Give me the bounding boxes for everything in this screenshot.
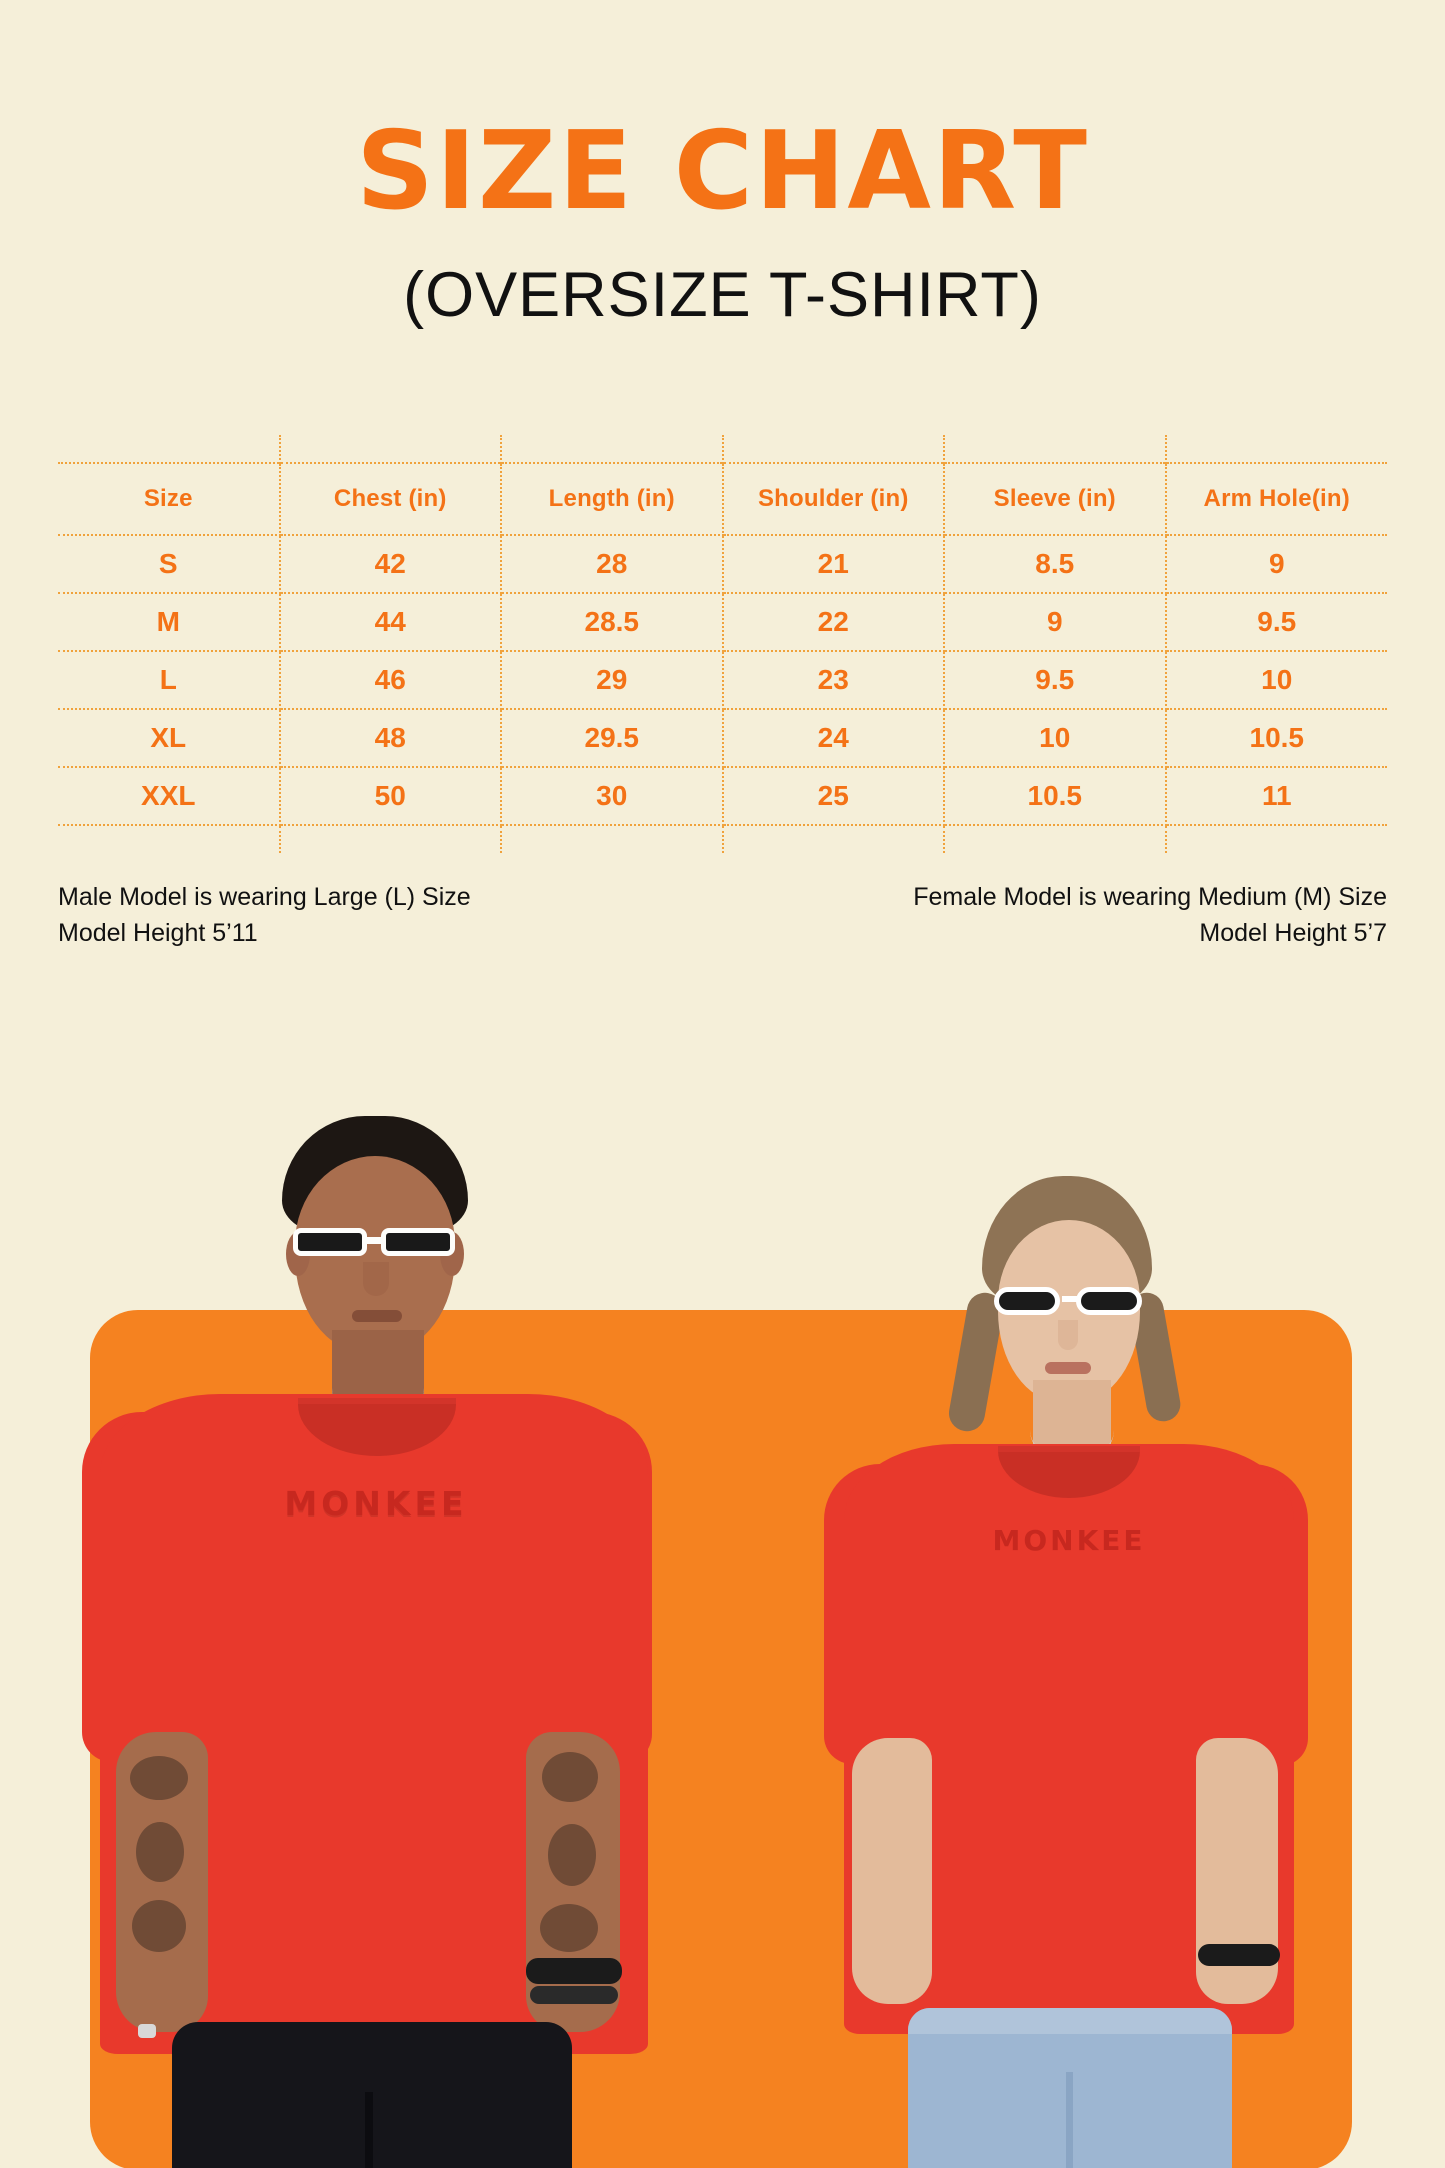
- cell-sleeve: 9.5: [944, 651, 1166, 709]
- table-header-row: [58, 463, 1387, 535]
- cell-sleeve: 10: [944, 709, 1166, 767]
- cell-shoulder: 23: [723, 651, 945, 709]
- male-wrist-bracelet: [526, 1958, 622, 1984]
- page-title: SIZE CHART: [356, 109, 1089, 234]
- size-table-body: [58, 535, 1387, 853]
- male-mouth: [352, 1310, 402, 1322]
- cell-arm-hole: 9: [1166, 535, 1388, 593]
- sunglasses-icon: [994, 1284, 1146, 1318]
- cell-arm-hole: 9.5: [1166, 593, 1388, 651]
- cell-sleeve: 8.5: [944, 535, 1166, 593]
- male-model-caption: [58, 879, 471, 952]
- table-spacer-row-top: [58, 435, 1387, 463]
- column-header-size: Size: [58, 463, 280, 535]
- male-chest-print: MONKEE: [284, 1484, 468, 1523]
- cell-chest: 44: [280, 593, 502, 651]
- cell-length: 28: [501, 535, 723, 593]
- cell-shoulder: 21: [723, 535, 945, 593]
- size-table-head: [58, 435, 1387, 535]
- female-model-photo: [790, 1172, 1310, 2168]
- cell-arm-hole: 10: [1166, 651, 1388, 709]
- cell-size: XXL: [58, 767, 280, 825]
- cell-shoulder: 22: [723, 593, 945, 651]
- male-arm-left: [116, 1732, 208, 2032]
- cell-shoulder: 25: [723, 767, 945, 825]
- female-caption-line-1: Female Model is wearing Medium (M) Size: [913, 883, 1387, 911]
- male-pants-seam: [365, 2092, 373, 2168]
- cell-size: XL: [58, 709, 280, 767]
- female-model-caption: [913, 879, 1387, 952]
- table-row: [58, 709, 1387, 767]
- column-header-sleeve: Sleeve (in): [944, 463, 1166, 535]
- size-table: [58, 435, 1387, 853]
- cell-length: 29: [501, 651, 723, 709]
- female-chest-print: MONKEE: [992, 1524, 1146, 1557]
- cell-sleeve: 9: [944, 593, 1166, 651]
- model-photo-area: [0, 1112, 1445, 2168]
- table-spacer-row-bottom: [58, 825, 1387, 853]
- female-jeans-waistband: [908, 2008, 1232, 2034]
- male-nose: [363, 1262, 389, 1296]
- female-caption-line-2: Model Height 5’7: [1199, 919, 1387, 948]
- cell-length: 28.5: [501, 593, 723, 651]
- page-subtitle: (OVERSIZE T-SHIRT): [403, 260, 1042, 330]
- female-nose: [1058, 1320, 1078, 1350]
- column-header-arm-hole: Arm Hole(in): [1166, 463, 1388, 535]
- cell-chest: 50: [280, 767, 502, 825]
- size-table-wrapper: [58, 435, 1387, 853]
- column-header-chest: Chest (in): [280, 463, 502, 535]
- cell-chest: 46: [280, 651, 502, 709]
- male-ring: [138, 2024, 156, 2038]
- sunglasses-icon: [291, 1224, 461, 1258]
- female-mouth: [1045, 1362, 1091, 1374]
- cell-length: 29.5: [501, 709, 723, 767]
- table-row: [58, 767, 1387, 825]
- male-wrist-bracelet-second: [530, 1986, 618, 2004]
- male-caption-line-2: Model Height 5’11: [58, 919, 258, 948]
- cell-shoulder: 24: [723, 709, 945, 767]
- cell-sleeve: 10.5: [944, 767, 1166, 825]
- female-jeans-seam: [1066, 2072, 1073, 2168]
- cell-size: S: [58, 535, 280, 593]
- male-caption-line-1: Male Model is wearing Large (L) Size: [58, 883, 471, 911]
- table-row: [58, 535, 1387, 593]
- cell-arm-hole: 11: [1166, 767, 1388, 825]
- cell-arm-hole: 10.5: [1166, 709, 1388, 767]
- male-model-photo: [60, 1112, 620, 2168]
- column-header-length: Length (in): [501, 463, 723, 535]
- female-arm-left: [852, 1738, 932, 2004]
- model-captions: [58, 879, 1387, 952]
- cell-size: L: [58, 651, 280, 709]
- cell-chest: 42: [280, 535, 502, 593]
- female-wrist-bracelet: [1198, 1944, 1280, 1966]
- table-row: [58, 593, 1387, 651]
- cell-length: 30: [501, 767, 723, 825]
- cell-size: M: [58, 593, 280, 651]
- cell-chest: 48: [280, 709, 502, 767]
- column-header-shoulder: Shoulder (in): [723, 463, 945, 535]
- table-row: [58, 651, 1387, 709]
